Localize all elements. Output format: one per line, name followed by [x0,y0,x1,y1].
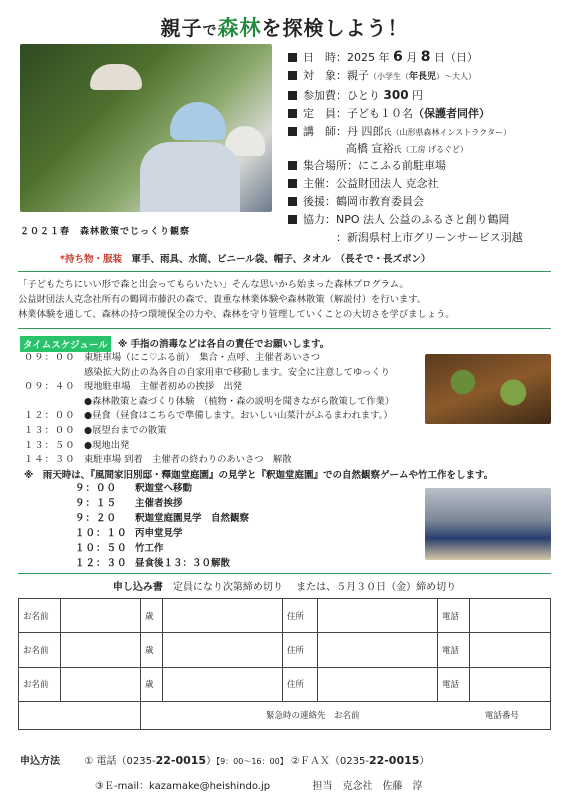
age-field[interactable] [163,633,283,667]
label: 協力： [303,213,336,226]
value: 2025 年 [347,51,393,64]
schedule-time: ９：２０ [75,513,118,524]
name-label: お名前 [19,667,61,701]
schedule-text: ●展望台までの散策 [84,424,167,436]
intro-line: 公益財団法人克念社所有の鶴岡市藤沢の森で、貴重な林業体験や森林散策（解説付）を行います。 [18,294,427,305]
divider [18,271,551,272]
photo-caption: ２０２１春 森林散策でじっくり観察 [20,227,191,237]
info-meeting [288,157,523,175]
value: （保護者同伴） [413,107,490,120]
info-target [288,67,523,86]
schedule-row [24,366,394,381]
name-label: お名前 [19,633,61,667]
tel-text: ） [206,756,217,767]
phone-field[interactable] [470,667,551,701]
form-row [19,667,551,701]
phone-field[interactable] [470,599,551,633]
value: 高橋 宣裕 [346,142,394,155]
bamboo-craft-photo [425,488,551,560]
value: （山形県森林インストラクター） [391,128,512,137]
tel-text: ① 電話（0235- [84,756,156,767]
page-title [0,12,569,42]
schedule-time: ０９：４０ [24,381,76,393]
bullet-square-icon [288,91,297,100]
value: 公益財団法人 克念社 [336,177,439,190]
contact-person: 担当 克念社 佐藤 淳 [312,781,423,792]
address-field[interactable] [318,633,438,667]
items-to-bring [60,251,431,265]
items-value: 軍手、雨具、水筒、ビニール袋、帽子、タオル （長そで・長ズボン） [121,254,431,265]
value: ひとり [347,89,384,102]
bullet-square-icon [288,71,297,80]
divider [18,573,551,574]
schedule-row [75,496,249,511]
emergency-spacer [19,701,141,729]
phone-field[interactable] [470,633,551,667]
rain-schedule-list [75,481,249,571]
schedule-text: 現地駐車場 主催者初めの挨拶 出発 [84,381,243,393]
value: 氏 [383,128,392,137]
schedule-row [24,439,394,454]
schedule-text: ●昼食（昼食はこちらで準備します。おいしい山菜汁がふるまわれます。） [84,410,393,422]
fax-number[interactable]: 22-0015 [368,754,420,767]
items-label: *持ち物・服装 [60,254,122,265]
tel-hours: 【9：00～16：00】 [216,757,288,766]
form-row [19,633,551,667]
info-lecturer [288,123,523,140]
bullet-square-icon [288,53,297,62]
fax-text: ②ＦＡＸ（0235- [290,756,369,767]
schedule-time: ９：００ [75,483,118,494]
info-lecturer-2 [288,140,523,157]
fax-text: ） [419,756,430,767]
schedule-row [75,526,249,541]
schedule-time: １２：００ [24,410,76,422]
bullet-square-icon [288,127,297,136]
title-part: で [202,23,218,39]
schedule-text: ●現地出発 [84,439,130,451]
schedule-row [24,380,394,395]
event-info [288,48,523,247]
schedule-row [24,424,394,439]
label: 集合場所： [303,159,358,172]
schedule-list [24,351,394,468]
application-methods [20,752,429,767]
address-field[interactable] [318,599,438,633]
info-coop-2 [288,229,523,247]
address-label: 住所 [283,633,318,667]
schedule-label: タイムスケジュール [20,336,111,352]
value: 円 [408,89,424,102]
fern-sprouts-photo [425,354,551,424]
value: 親子 [347,69,369,82]
application-deadline: 定員になり次第締め切り または、５月３０日（金）締め切り [162,582,457,593]
emergency-row [19,701,551,729]
schedule-time: １２：３０ [75,558,128,569]
value: 氏 [393,145,402,154]
schedule-time: １０：１０ [75,528,128,539]
label: 参加費： [303,89,347,102]
label: 講 師： [303,125,347,138]
bullet-square-icon [288,179,297,188]
application-title: 申し込み書 [112,582,163,593]
schedule-row [24,409,394,424]
bullet-square-icon [288,109,297,118]
title-highlight: 森林 [217,16,262,40]
schedule-row [75,556,249,571]
title-part: を探検しよう！ [261,16,409,40]
age-label: 歳 [141,599,163,633]
info-date [288,48,523,67]
schedule-note: ※ 手指の消毒などは各自の責任でお願いします。 [118,339,330,350]
application-form [18,598,551,730]
info-fee [288,86,523,105]
schedule-time: １４：３０ [24,454,76,466]
phone-label: 電話 [438,667,470,701]
tel-number[interactable]: 22-0015 [155,754,207,767]
value: 子ども１０名 [347,107,413,120]
bullet-square-icon [288,215,297,224]
schedule-text: 東駐車場（にこ♡ふる前） 集合・点呼、主催者あいさつ [84,352,321,363]
address-label: 住所 [283,667,318,701]
info-coop [288,211,523,229]
intro-text [18,277,558,322]
value: 300 [383,88,409,102]
info-support [288,193,523,211]
schedule-time: １０：５０ [75,543,128,554]
label: 対 象： [303,69,347,82]
title-part: 親子 [160,16,203,40]
info-capacity [288,105,523,123]
value: 鶴岡市教育委員会 [336,195,424,208]
divider [18,328,551,329]
email-link[interactable]: ③Ｅ-mail：kazamake@heishindo.jp [95,781,271,792]
address-field[interactable] [318,667,438,701]
schedule-text: 釈迦堂庭園見学 自然観察 [135,513,250,524]
method-label: 申込方法 [20,756,60,767]
value: 日（日） [430,51,478,64]
label: 後援： [303,195,336,208]
info-host [288,175,523,193]
schedule-text: 竹工作 [135,543,164,554]
schedule-row [24,453,394,468]
schedule-row [75,511,249,526]
age-label: 歳 [141,633,163,667]
schedule-time: １３：５０ [24,439,76,451]
value: （小学生（ [369,72,409,81]
value: にこふる前駐車場 [358,159,446,172]
value: ：新潟県村上市グリーンサービス羽越 [336,231,523,244]
schedule-text: 丙申堂見学 [135,528,183,539]
form-row [19,599,551,633]
age-field[interactable] [163,599,283,633]
label: 日 時： [303,51,347,64]
application-header [0,578,569,593]
value: ）～大人） [436,72,477,81]
bullet-square-icon [288,161,297,170]
schedule-time: １３：００ [24,424,76,436]
name-label: お名前 [19,599,61,633]
schedule-row [24,351,394,366]
value: NPO 法人 公益のふるさと創り鶴岡 [336,213,510,226]
age-label: 歳 [141,667,163,701]
label: 主催： [303,177,336,190]
value: 8 [420,49,431,65]
emergency-phone-label: 電話番号 [484,711,519,722]
value: 丹 四郎 [347,125,384,138]
forest-walk-photo [20,44,272,212]
emergency-contact-field[interactable] [141,701,551,729]
label: 定 員： [303,107,347,120]
bullet-square-icon [288,197,297,206]
age-field[interactable] [163,667,283,701]
schedule-row [24,395,394,410]
intro-line: 林業体験を通して、森林の持つ環境保全の力や、森林を守り管理していくことの大切さを学びましょう。 [18,309,455,320]
schedule-text: 主催者挨拶 [135,498,183,509]
value: 年長児 [409,72,437,82]
phone-label: 電話 [438,599,470,633]
schedule-row [75,541,249,556]
schedule-text: 昼食後１３：３０解散 [135,558,231,569]
address-label: 住所 [283,599,318,633]
phone-label: 電話 [438,633,470,667]
schedule-text: 東駐車場 到着 主催者の終わりのあいさつ 解散 [84,454,292,466]
value: 6 [393,49,403,65]
schedule-row [75,481,249,496]
schedule-time: ９：１５ [75,498,118,509]
contact-line [95,777,422,792]
schedule-time: ０９：００ [24,352,76,363]
name-field[interactable] [61,667,141,701]
emergency-name-label: 緊急時の連絡先 お名前 [266,711,360,722]
name-field[interactable] [61,633,141,667]
intro-line: 「子どもたちにいい形で森と出会ってもらいたい」そんな思いから始まった森林プログラム。 [18,279,409,290]
value: （工房 げるぐど） [401,145,469,154]
schedule-text: ●森林散策と森づくり体験 （植物・森の説明を聞きながら散策して作業） [84,395,395,407]
schedule-text: 釈迦堂へ移動 [135,483,193,494]
name-field[interactable] [61,599,141,633]
rain-note: ※ 雨天時は、『風間家旧別邸・釋迦堂庭園』の見学と『釈迦堂庭園』での自然観察ゲームや竹工作をします。 [24,470,494,481]
schedule-text: 感染拡大防止の為各自の自家用車で移動します。安全に注意してゆっくり [84,366,390,378]
value: 月 [402,51,421,64]
